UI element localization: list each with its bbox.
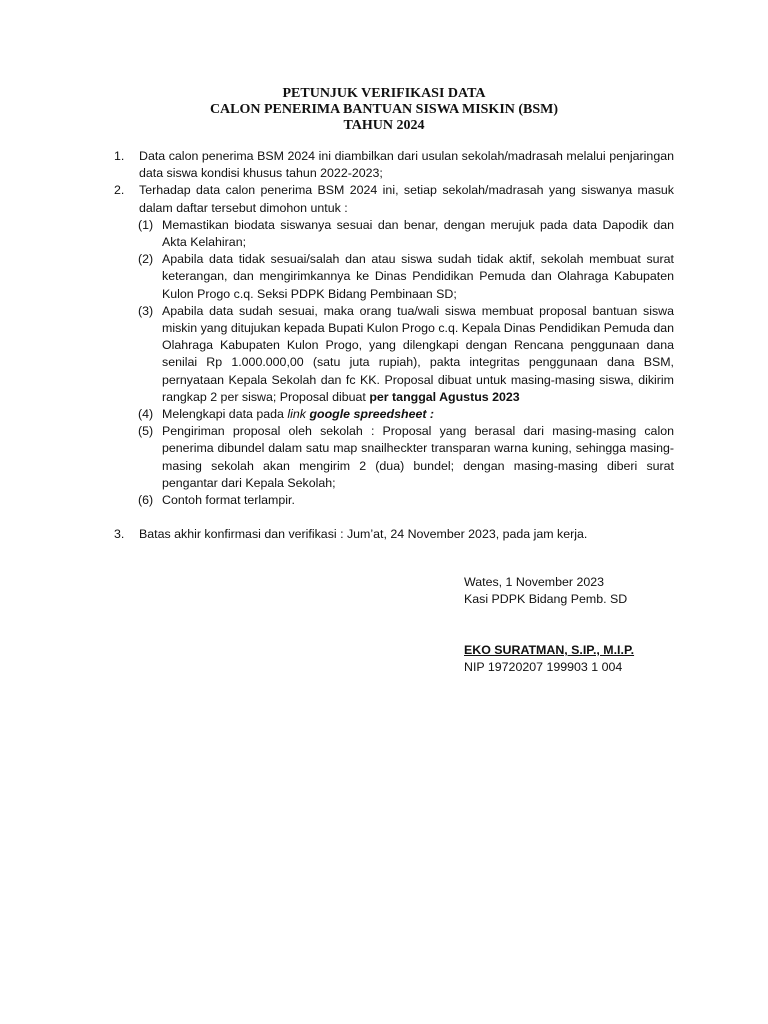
signature-block [464, 574, 634, 676]
sub-item-5 [114, 423, 674, 492]
sub-item-text: Pengiriman proposal oleh sekolah : Proposal yang berasal dari masing-masing calon penerima dibundel dalam satu map snailheckter transparan warna kuning, sehingga masing-masing sekolah akan mengirim 2 (dua) bundel; dengan masing-masing diberi surat pengantar dari Kepala Sekolah; [162, 424, 674, 490]
sub-item-bold-text: per tanggal Agustus 2023 [369, 389, 520, 404]
sub-item-bold-italic-text: google spreedsheet : [309, 407, 435, 422]
document-title [0, 86, 768, 134]
sub-item-number: (6) [138, 493, 154, 508]
instruction-list [114, 148, 674, 543]
list-item-text: Data calon penerima BSM 2024 ini diambilkan dari usulan sekolah/madrasah melalui penjaringan data siswa kondisi khusus tahun 2022-2023; [139, 149, 674, 181]
list-item-number: 2. [114, 183, 125, 198]
sub-item-text: Melengkapi data pada [162, 407, 288, 422]
list-item-2 [114, 182, 674, 216]
list-item-number: 3. [114, 527, 125, 542]
sub-item-3 [114, 303, 674, 406]
sub-item-italic-text: link [287, 407, 310, 422]
sub-item-number: (4) [138, 407, 154, 422]
signer-name: EKO SURATMAN, S.IP., M.I.P. [464, 643, 635, 657]
place-date: Wates, 1 November 2023 [464, 575, 605, 589]
sub-item-number: (1) [138, 217, 154, 232]
sub-list [114, 217, 674, 509]
sub-item-text: Contoh format terlampir. [162, 493, 295, 508]
sub-item-6 [114, 492, 674, 509]
sub-item-text: Memastikan biodata siswanya sesuai dan benar, dengan merujuk pada data Dapodik dan Akta Kelahiran; [162, 217, 674, 250]
title-line-1: PETUNJUK VERIFIKASI DATA [282, 86, 486, 101]
sub-item-4 [114, 406, 674, 423]
sub-item-1 [114, 217, 674, 251]
list-item-text: Batas akhir konfirmasi dan verifikasi : Jum’at, 24 November 2023, pada jam kerja. [139, 527, 588, 542]
sub-item-number: (3) [138, 303, 154, 318]
signer-nip: NIP 19720207 199903 1 004 [464, 660, 623, 674]
sub-item-text: Apabila data tidak sesuai/salah dan atau siswa sudah tidak aktif, sekolah membuat surat keterangan, dan mengirimkannya ke Dinas Pendidikan Pemuda dan Olahraga Kabupaten Kulon Progo c.q. Seksi PDPK Bidang Pembinaan SD; [162, 252, 674, 301]
list-item-1 [114, 148, 674, 182]
sub-item-number: (2) [138, 252, 154, 267]
signature-space [464, 608, 634, 642]
title-line-2: CALON PENERIMA BANTUAN SISWA MISKIN (BSM) [209, 102, 559, 117]
list-item-3 [114, 526, 674, 543]
title-line-3: TAHUN 2024 [343, 118, 425, 133]
sub-item-2 [114, 251, 674, 303]
list-item-number: 1. [114, 149, 125, 163]
sub-item-text: Apabila data sudah sesuai, maka orang tua/wali siswa membuat proposal bantuan siswa miskin yang ditujukan kepada Bupati Kulon Progo c.q. Kepala Dinas Pendidikan Pemuda dan Olahraga Kabupaten Kulon Progo, yang dilengkapi dengan Rencana penggunaan dana senilai Rp 1.000.000,00 (satu juta rupiah), pakta integritas penggunaan dana BSM, pernyataan Kepala Sekolah dan fc KK. Proposal dibuat untuk masing-masing siswa, dikirim rangkap 2 per siswa; Proposal dibuat [162, 303, 674, 404]
list-item-text: Terhadap data calon penerima BSM 2024 ini, setiap sekolah/madrasah yang siswanya masuk dalam daftar tersebut dimohon untuk : [139, 183, 674, 215]
spacer [114, 509, 674, 526]
signer-position: Kasi PDPK Bidang Pemb. SD [464, 592, 628, 606]
sub-item-number: (5) [138, 424, 154, 439]
